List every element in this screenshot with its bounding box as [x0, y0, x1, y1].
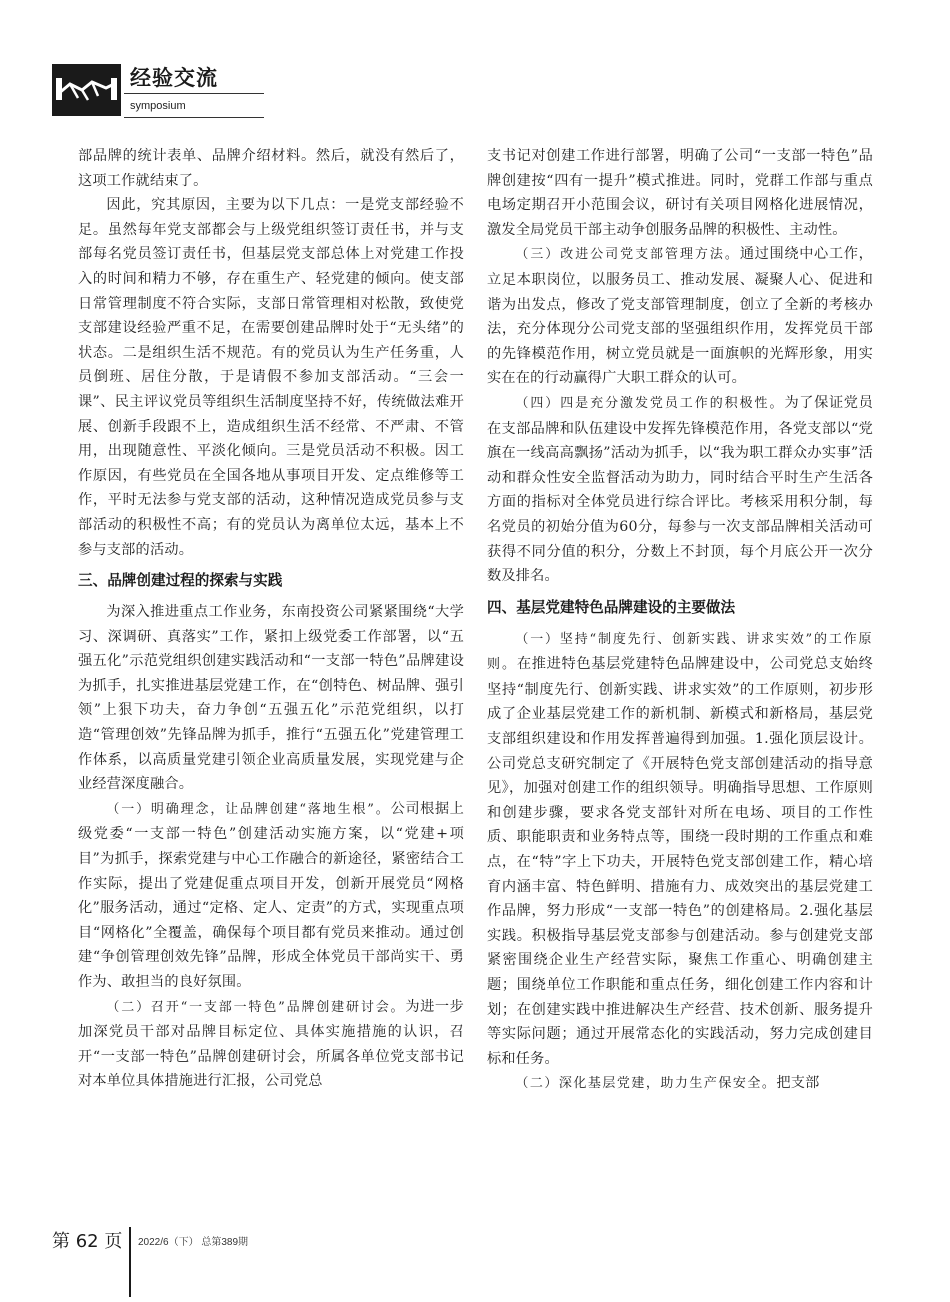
subheading: （一）坚持“制度先行、创新实践、讲求实效”的工作原则。 [487, 631, 873, 673]
paragraph: 为深入推进重点工作业务，东南投资公司紧紧围绕“大学习、深调研、真落实”工作，紧扣上级党委工作部署，以“五强五化”示范党组织创建实践活动和“一支部一特色”品牌建设为抓手，扎实推进基层党建工作，在“创特色、树品牌、强引领”上狠下功夫，奋力争创“五强五化”示范党组织，以打造“管理创效”先锋品牌为抓手，推行“五强五化”党建管理工作体系，以高质量党建引领企业高质量发展，实现党建与企业经营深度融合。 [78, 604, 464, 793]
page-footer [52, 1227, 452, 1287]
left-column [78, 144, 464, 1094]
subheading: （二）召开“一支部一特色”品牌创建研讨会。 [106, 999, 406, 1015]
footer-divider [129, 1227, 131, 1297]
paragraph [487, 242, 873, 391]
subheading: （二）深化基层党建，助力生产保安全。 [515, 1076, 777, 1092]
section-heading: 三、品牌创建过程的探索与实践 [78, 572, 283, 590]
paragraph-text: 通过围绕中心工作，立足本职岗位，以服务员工、推动发展、凝聚人心、促进和谐为出发点，修改了党支部管理制度，创立了全新的考核办法，充分体现分公司党支部的坚强组织作用，发挥党员干部的先锋模范作用，树立党员就是一面旗帜的光辉形象，用实实在在的行动赢得广大职工群众的认可。 [487, 246, 873, 387]
paragraph-text: 把支部 [776, 1075, 820, 1092]
paragraph [487, 391, 873, 589]
paragraph: 支书记对创建工作进行部署，明确了公司“一支部一特色”品牌创建按“四有一提升”模式推进。同时，党群工作部与重点电场定期召开小范围会议，研讨有关项目网格化进展情况，激发全局党员干部主动争创服务品牌的积极性、主动性。 [487, 148, 873, 238]
paragraph-text: 为进一步加深党员干部对品牌目标定位、具体实施措施的认识，召开“一支部一特色”品牌创建研讨会，所属各单位党支部书记对本单位具体措施进行汇报，公司党总 [78, 998, 464, 1090]
paragraph [487, 1071, 873, 1097]
paragraph [487, 627, 873, 1072]
subheading: （一）明确理念，让品牌创建“落地生根”。 [106, 801, 391, 817]
issue-info: 2022/6（下） 总第389期 [138, 1237, 249, 1248]
right-column [487, 144, 873, 1097]
paragraph: 部品牌的统计表单、品牌介绍材料。然后，就没有然后了，这项工作就结束了。 [78, 148, 464, 189]
section-heading: 四、基层党建特色品牌建设的主要做法 [487, 598, 736, 616]
page-header [52, 62, 264, 120]
header-divider [124, 117, 264, 118]
subheading: （三）改进公司党支部管理方法。 [515, 247, 740, 263]
paragraph-text: 公司根据上级党委“一支部一特色”创建活动实施方案，以“党建+项目”为抓手，探索党建与中心工作融合的新途径，紧密结合工作实际，提出了党建促重点项目开发，创新开展党员“网格化”服务活动，通过“定格、定人、定责”的方式，实现重点项目“网格化”全覆盖，确保每个项目都有党员来推动。通过创建“争创管理创效先锋”品牌，形成全体党员干部尚实干、勇作为、敢担当的良好氛围。 [78, 800, 464, 990]
section-title: 经验交流 [130, 65, 218, 90]
page-number: 第 62 页 [52, 1231, 123, 1252]
paragraph: 因此，究其原因，主要为以下几点：一是党支部经验不足。虽然每年党支部都会与上级党组织签订责任书，并与支部每名党员签订责任书，但基层党支部总体上对党建工作投入的时间和精力不够，存在重生产、轻党建的倾向。使支部日常管理制度不符合实际，支部日常管理相对松散，致使党支部建设经验严重不足，在需要创建品牌时处于“无头绪”的状态。二是组织生活不规范。有的党员认为生产任务重，人员倒班、居住分散，于是请假不参加支部活动。“三会一课”、民主评议党员等组织生活制度坚持不好，传统做法难开展、创新手段跟不上，造成组织生活不经常、不严肃、不管用，出现随意性、平淡化倾向。三是党员活动不积极。因工作原因，有些党员在全国各地从事项目开发、定点维修等工作，平时无法参与党支部的活动，这种情况造成党员参与支部活动的积极性不高；有的党员认为离单位太远，基本上不参与支部的活动。 [78, 197, 464, 558]
section-subtitle: symposium [130, 100, 186, 112]
paragraph-text: 在推进特色基层党建特色品牌建设中，公司党总支始终坚持“制度先行、创新实践、讲求实效”的工作原则，初步形成了企业基层党建工作的新机制、新模式和新格局，基层党支部组织建设和作用发挥普遍得到加强。1.强化顶层设计。公司党总支研究制定了《开展特色党支部创建活动的指导意见》，加强对创建工作的组织领导。明确指导思想、工作原则和创建步骤，要求各党支部针对所在电场、项目的工作性质、职能职责和业务特点等，围绕一段时期的工作重点和难点，在“特”字上下功夫，开展特色党支部创建工作，精心培育内涵丰富、特色鲜明、措施有力、成效突出的基层党建工作品牌，努力形成“一支部一特色”的创建格局。2.强化基层实践。积极指导基层党支部参与创建活动。参与创建党支部紧密围绕企业生产经营实际，聚焦工作重心、明确创建主题；围绕单位工作职能和重点任务，细化创建工作内容和计划；在创建实践中推进解决生产经营、技术创新、服务提升等实际问题；通过开展常态化的实践活动，努力完成创建目标和任务。 [487, 656, 873, 1067]
subheading: （四）四是充分激发党员工作的积极性。 [515, 395, 785, 411]
paragraph [78, 995, 464, 1094]
handshake-icon [52, 64, 121, 116]
paragraph [78, 797, 464, 995]
paragraph-text: 为了保证党员在支部品牌和队伍建设中发挥先锋模范作用，各党支部以“党旗在一线高高飘扬”活动为抓手，以“我为职工群众办实事”活动和群众性安全监督活动为助力，同时结合平时生产生活各方面的指标对全体党员进行综合评比。考核采用积分制，每名党员的初始分值为60分，每参与一次支部品牌相关活动可获得不同分值的积分，分数上不封顶，每个月底公开一次分数及排名。 [487, 394, 873, 585]
header-divider [124, 93, 264, 94]
